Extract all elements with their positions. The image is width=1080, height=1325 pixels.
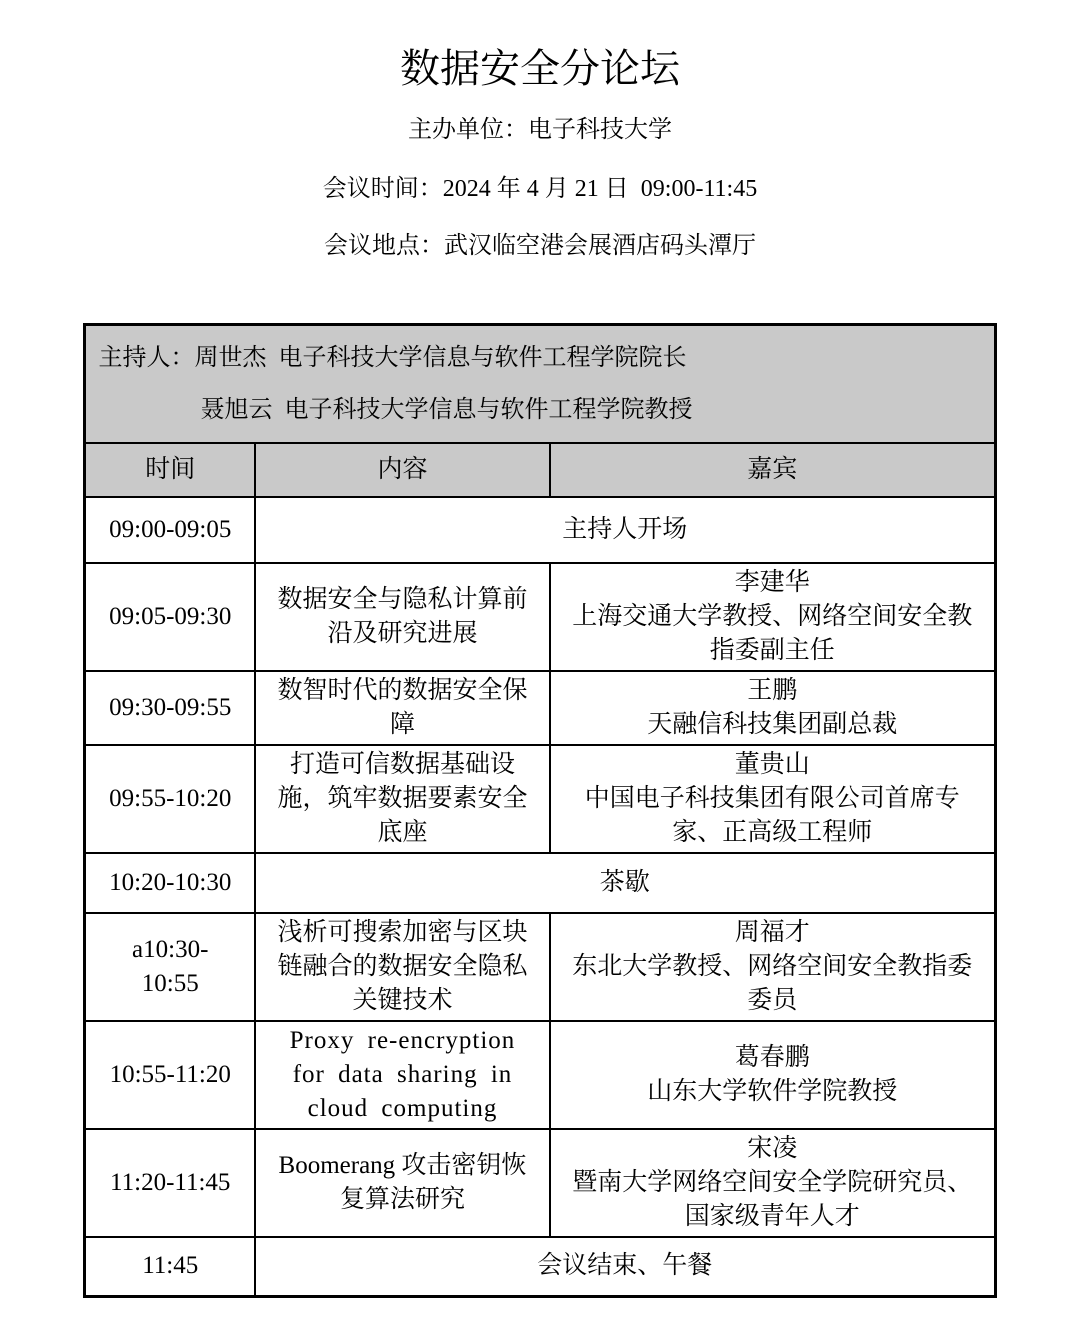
time-cell: 10:20-10:30: [85, 853, 255, 913]
time-cell: 11:20-11:45: [85, 1129, 255, 1237]
guest-name: 宋凌: [747, 1134, 798, 1162]
moderators-cell: [85, 325, 995, 443]
table-row: [85, 1237, 995, 1297]
content-cell: Proxy re-encryption for data sharing in cloud computing: [255, 1021, 550, 1129]
agenda-table: [83, 323, 996, 1298]
time-cell: [85, 913, 255, 1021]
meeting-venue-line: 会议地点：武汉临空港会展酒店码头潭厅: [324, 233, 756, 259]
merged-activity-cell: 茶歇: [255, 853, 995, 913]
content-cell: 浅析可搜索加密与区块链融合的数据安全隐私关键技术: [255, 913, 550, 1021]
table-row: [85, 1129, 995, 1237]
table-row: [85, 913, 995, 1021]
guest-name: 董贵山: [734, 750, 810, 778]
organizer-line: 主办单位：电子科技大学: [408, 117, 672, 143]
column-header-guest: 嘉宾: [550, 443, 995, 497]
guest-cell: [550, 1021, 995, 1129]
time-line-2: 10:55: [141, 969, 199, 997]
content-cell: 数智时代的数据安全保障: [255, 671, 550, 745]
guest-cell: [550, 913, 995, 1021]
merged-activity-cell: 会议结束、午餐: [255, 1237, 995, 1297]
content-cell: Boomerang 攻击密钥恢复算法研究: [255, 1129, 550, 1237]
guest-name: 周福才: [734, 918, 810, 946]
table-row: [85, 853, 995, 913]
time-cell: 11:45: [85, 1237, 255, 1297]
guest-desc: 山东大学软件学院教授: [647, 1077, 898, 1105]
meeting-time-line: 会议时间：2024 年 4 月 21 日 09:00-11:45: [322, 176, 758, 202]
time-cell: 10:55-11:20: [85, 1021, 255, 1129]
guest-name: 葛春鹏: [734, 1043, 810, 1071]
guest-cell: [550, 671, 995, 745]
content-cell: 打造可信数据基础设施，筑牢数据要素安全底座: [255, 745, 550, 853]
table-row: [85, 1021, 995, 1129]
moderator-line-1: 主持人：周世杰 电子科技大学信息与软件工程学院院长: [98, 344, 687, 371]
table-row: [85, 563, 995, 671]
time-cell: 09:05-09:30: [85, 563, 255, 671]
guest-desc: 中国电子科技集团有限公司首席专家、正高级工程师: [584, 784, 960, 846]
guest-name: 李建华: [734, 568, 810, 596]
column-header-time: 时间: [85, 443, 255, 497]
table-row: [85, 497, 995, 563]
guest-cell: [550, 563, 995, 671]
moderators-row: [85, 325, 995, 443]
guest-name: 王鹏: [747, 676, 798, 704]
guest-cell: [550, 1129, 995, 1237]
time-cell: 09:30-09:55: [85, 671, 255, 745]
content-cell: 数据安全与隐私计算前沿及研究进展: [255, 563, 550, 671]
page-title: 数据安全分论坛: [400, 46, 680, 91]
column-header-content: 内容: [255, 443, 550, 497]
time-line-1: a10:30-: [132, 935, 209, 963]
guest-desc: 上海交通大学教授、网络空间安全教指委副主任: [572, 602, 973, 664]
time-cell: 09:00-09:05: [85, 497, 255, 563]
moderator-line-2: 聂旭云 电子科技大学信息与软件工程学院教授: [200, 396, 693, 423]
time-cell: 09:55-10:20: [85, 745, 255, 853]
merged-activity-cell: 主持人开场: [255, 497, 995, 563]
column-header-row: [85, 443, 995, 497]
table-row: [85, 745, 995, 853]
guest-cell: [550, 745, 995, 853]
guest-desc: 天融信科技集团副总裁: [647, 710, 898, 738]
table-row: [85, 671, 995, 745]
guest-desc: 东北大学教授、网络空间安全教指委委员: [572, 952, 973, 1014]
guest-desc: 暨南大学网络空间安全学院研究员、国家级青年人才: [572, 1168, 973, 1230]
